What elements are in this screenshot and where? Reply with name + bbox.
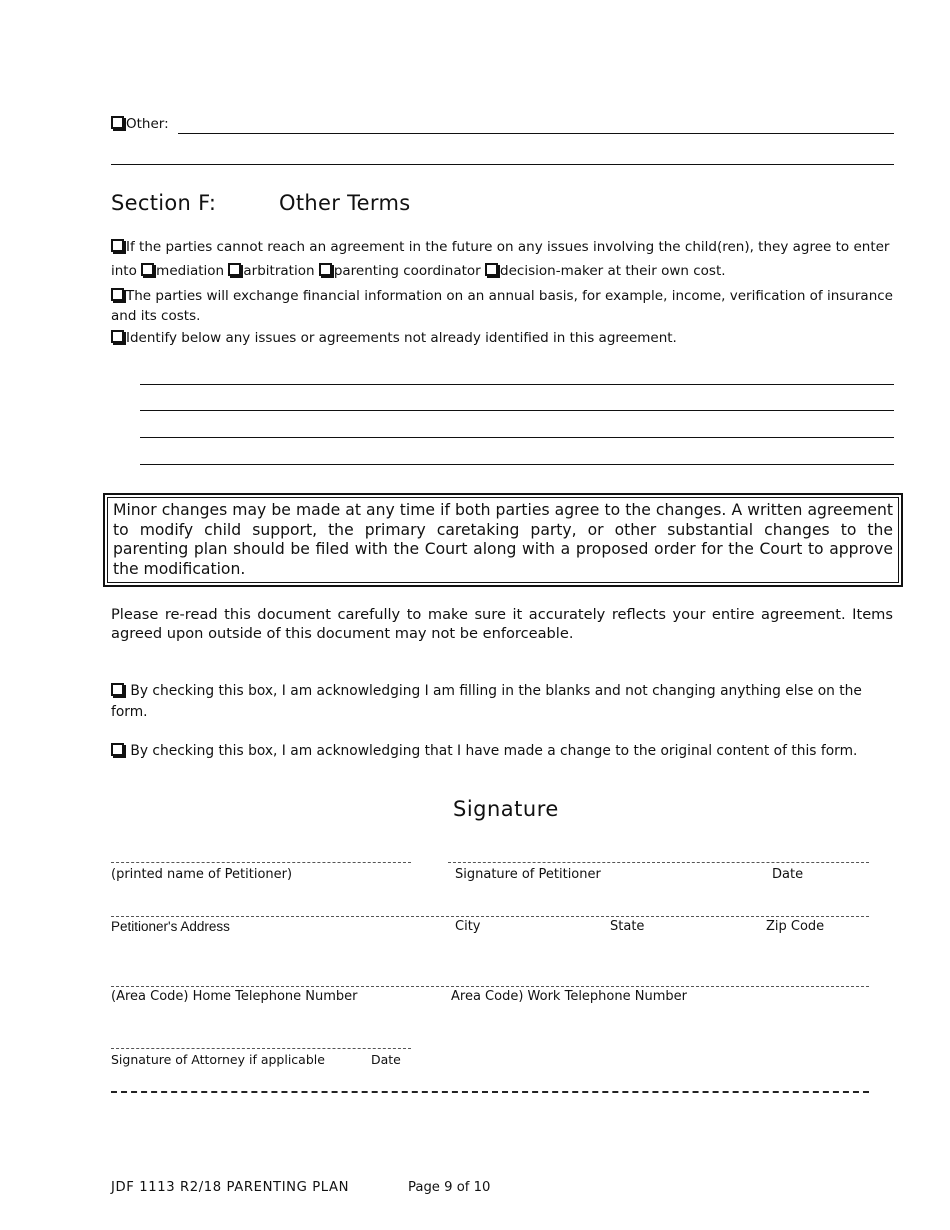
section-label: Section F: [111, 191, 217, 215]
notice-box [103, 493, 903, 587]
zip-label: Zip Code [766, 919, 825, 934]
address-label: Petitioner's Address [111, 919, 230, 934]
term-item-1-options [111, 263, 726, 279]
phone-line[interactable] [111, 986, 869, 987]
term-item-3 [111, 330, 677, 346]
term-3-text: Identify below any issues or agreements not already identified in this agreement. [126, 330, 677, 346]
issues-line-2[interactable] [140, 410, 894, 411]
ack-2-text: By checking this box, I am acknowledging that I have made a change to the original content of this form. [130, 743, 858, 759]
term-item-1 [111, 239, 889, 255]
notice-text: Minor changes may be made at any time if both parties agree to the changes. A written agreement to modify child support, the primary caretaking party, or other substantial changes to the parenting plan should be filed with the Court along with a proposed order for the Court to approve the modification. [113, 501, 893, 578]
signature-petitioner-label: Signature of Petitioner [455, 867, 601, 882]
arbitration-label: arbitration [243, 263, 315, 279]
printed-name-label: (printed name of Petitioner) [111, 867, 293, 882]
ack-1 [111, 683, 862, 699]
mediation-checkbox[interactable] [141, 263, 154, 276]
term-2-checkbox[interactable] [111, 288, 124, 301]
ack-2 [111, 743, 857, 759]
section-divider [111, 1091, 869, 1093]
address-line[interactable] [111, 916, 869, 917]
attorney-date-label: Date [371, 1052, 401, 1067]
issues-line-3[interactable] [140, 437, 894, 438]
state-label: State [610, 919, 645, 934]
footer-form-id: JDF 1113 R2/18 PARENTING PLAN [111, 1180, 350, 1195]
ack-1-text: By checking this box, I am acknowledging I am filling in the blanks and not changing anything else on the [130, 683, 862, 699]
term-item-2 [111, 288, 893, 304]
term-2-text-cont: and its costs. [111, 308, 201, 324]
mediation-label: mediation [156, 263, 225, 279]
term-2-text: The parties will exchange financial information on an annual basis, for example, income, verification of insurance [126, 288, 893, 304]
into-label: into [111, 263, 137, 279]
signature-petitioner-line[interactable] [448, 862, 869, 863]
printed-name-line[interactable] [111, 862, 411, 863]
other-input-line[interactable] [178, 133, 894, 134]
term-1-text: If the parties cannot reach an agreement in the future on any issues involving the child(ren), they agree to enter [126, 239, 890, 255]
footer-page-number: Page 9 of 10 [408, 1180, 491, 1195]
decision-maker-checkbox[interactable] [485, 263, 498, 276]
reread-paragraph: Please re-read this document carefully to make sure it accurately reflects your entire agreement. Items agreed upon outside of this document may not be enforceable. [111, 606, 893, 642]
attorney-signature-label: Signature of Attorney if applicable [111, 1052, 325, 1067]
home-phone-label: (Area Code) Home Telephone Number [111, 989, 358, 1004]
signature-title: Signature [453, 797, 559, 821]
issues-line-1[interactable] [140, 384, 894, 385]
signature-date-label: Date [772, 867, 804, 882]
issues-line-4[interactable] [140, 464, 894, 465]
ack-1-text-cont: form. [111, 704, 148, 720]
other-checkbox[interactable] [111, 116, 124, 129]
other-label: Other: [126, 116, 169, 132]
work-phone-label: Area Code) Work Telephone Number [451, 989, 687, 1004]
city-label: City [455, 919, 481, 934]
section-title: Other Terms [279, 191, 411, 215]
other-row [111, 116, 169, 132]
ack-2-checkbox[interactable] [111, 743, 124, 756]
arbitration-checkbox[interactable] [228, 263, 241, 276]
parenting-coordinator-label: parenting coordinator [333, 263, 481, 279]
parenting-coordinator-checkbox[interactable] [319, 263, 332, 276]
other-input-line-2[interactable] [111, 164, 894, 165]
decision-maker-label: decision-maker at their own cost. [500, 263, 726, 279]
term-1-checkbox[interactable] [111, 239, 124, 252]
attorney-signature-line[interactable] [111, 1048, 411, 1049]
term-3-checkbox[interactable] [111, 330, 124, 343]
ack-1-checkbox[interactable] [111, 683, 124, 696]
